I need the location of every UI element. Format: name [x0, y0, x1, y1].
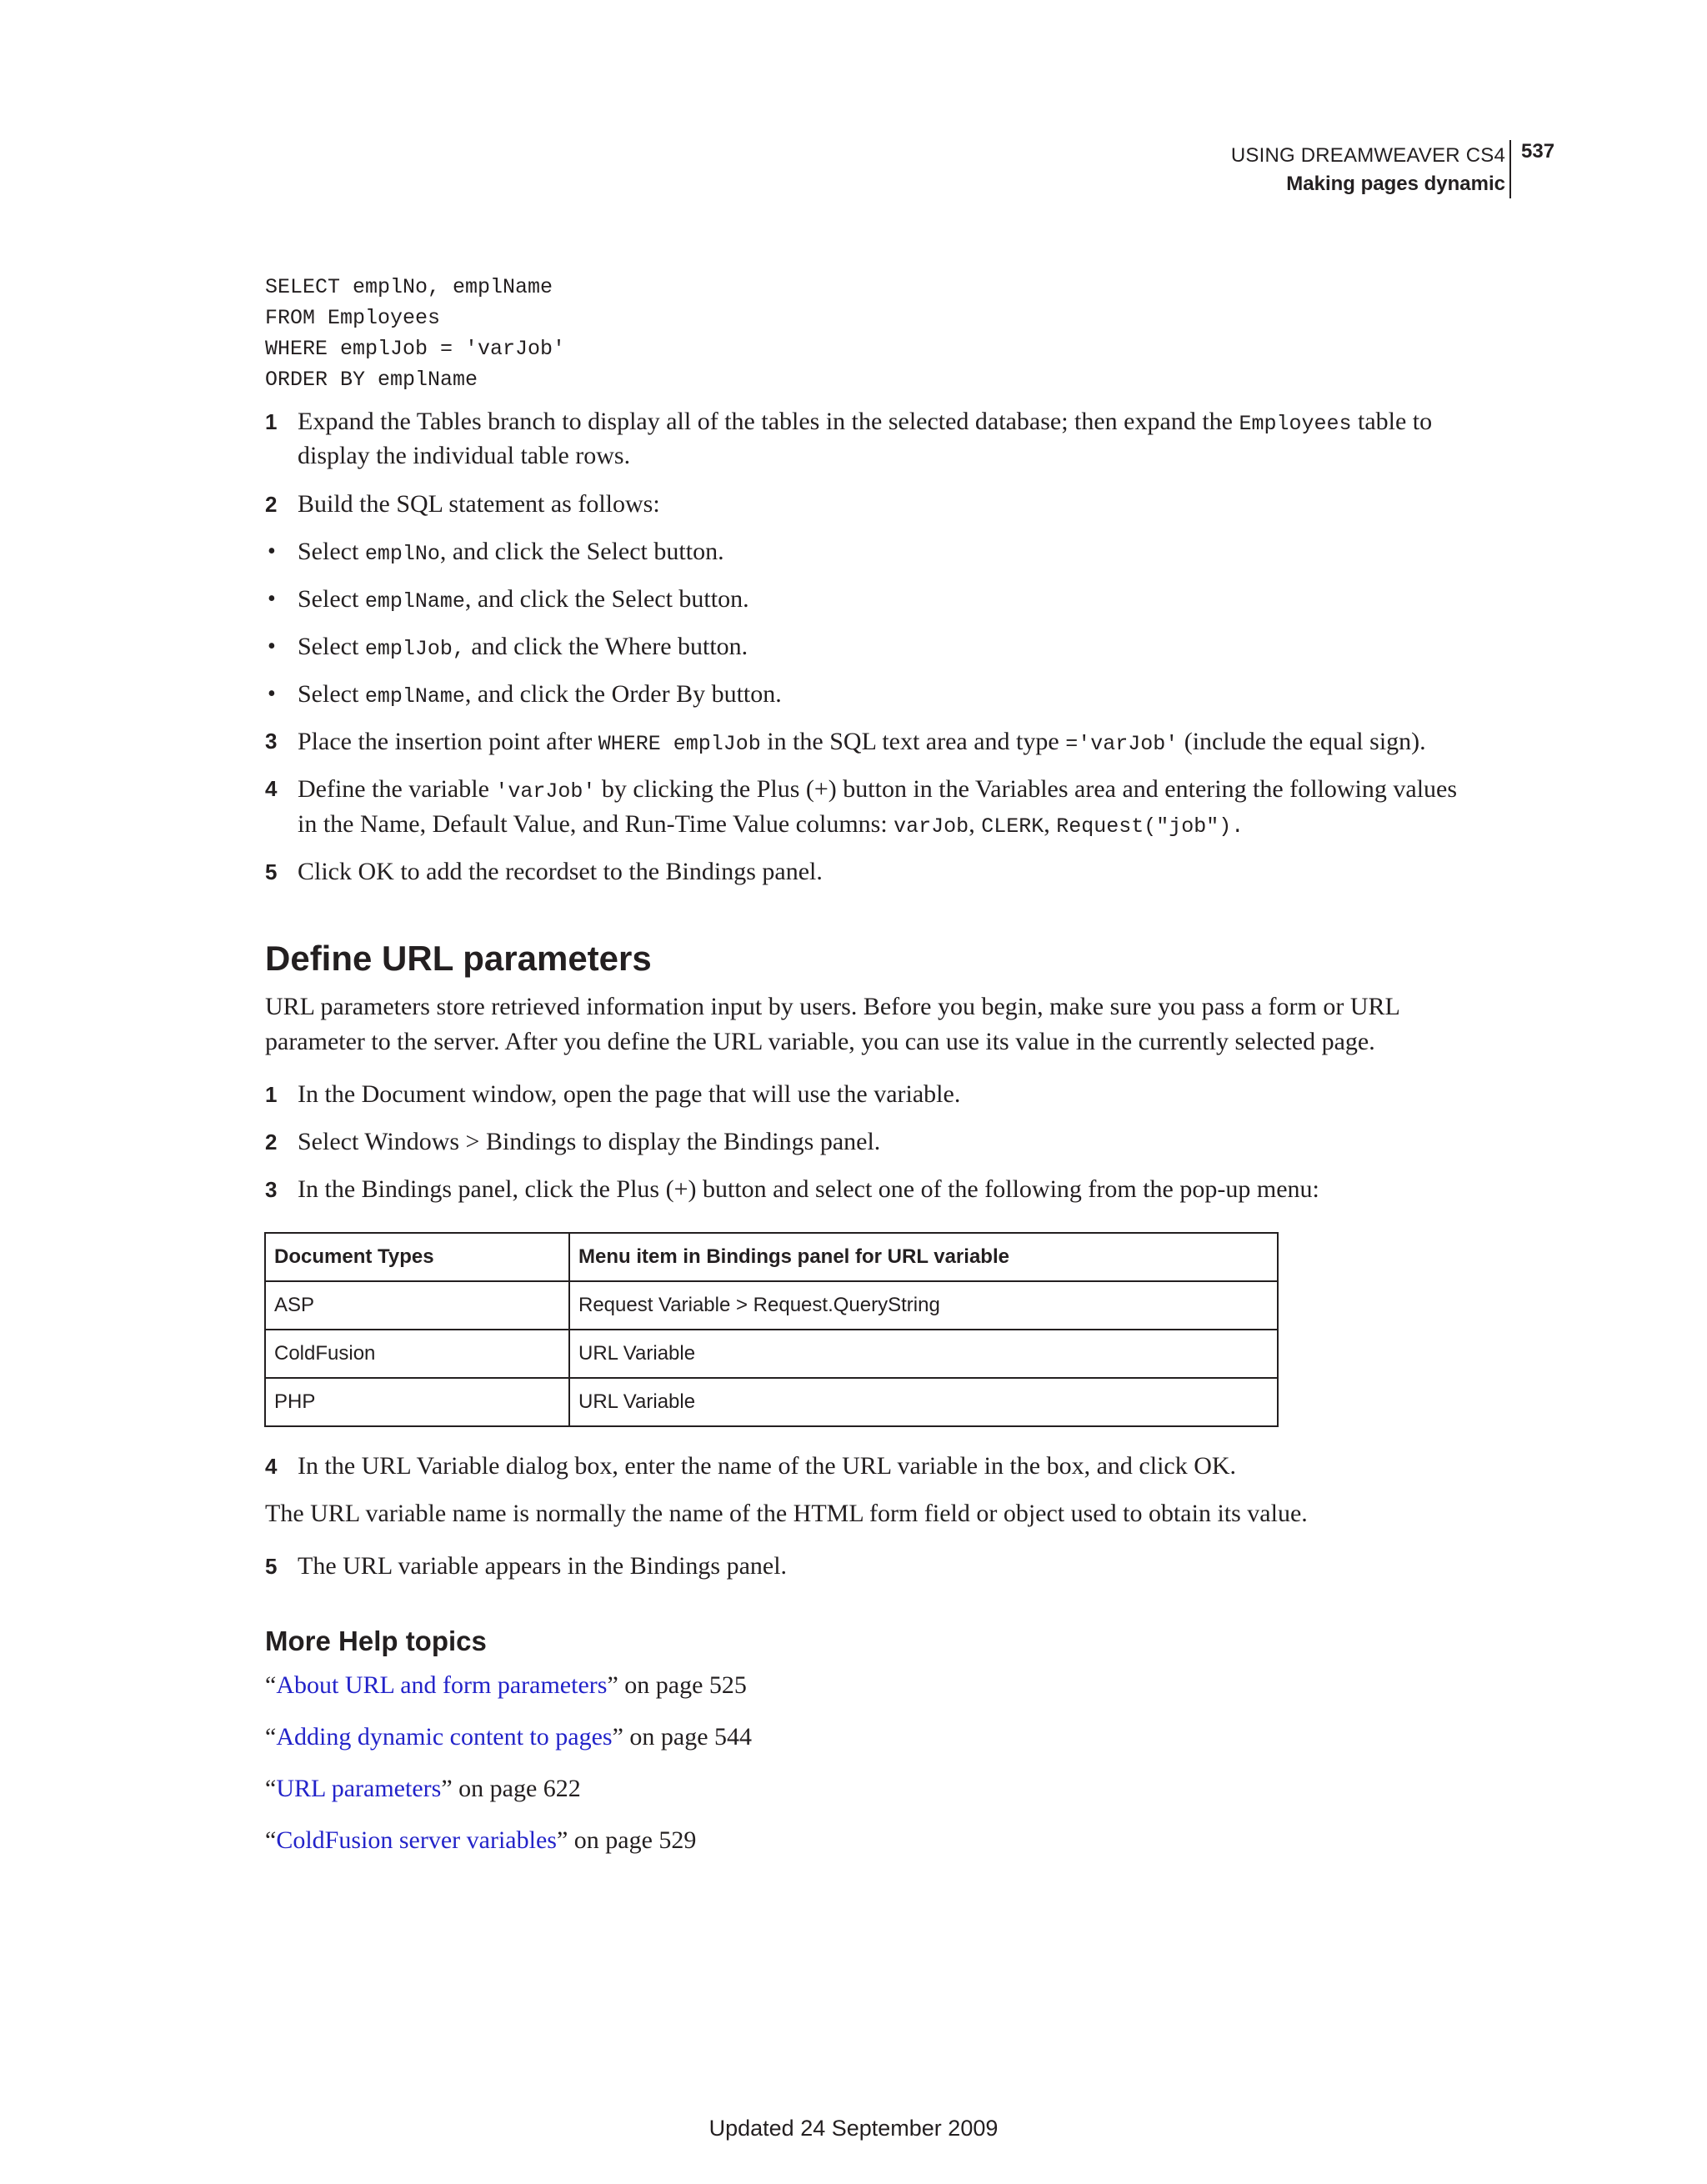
step-2-text: Build the SQL statement as follows: [298, 490, 660, 518]
table-cell: Request Variable > Request.QueryString [569, 1281, 1278, 1330]
page-ref: ” on page 544 [612, 1723, 753, 1751]
table-cell: URL Variable [569, 1330, 1278, 1378]
table-header: Document Types [265, 1233, 569, 1281]
bullet-text: and click the Where button. [464, 633, 748, 660]
page-number: 537 [1521, 140, 1555, 163]
inline-code: ='varJob' [1065, 732, 1179, 756]
table-row [265, 1378, 1278, 1426]
inline-code: Employees [1239, 412, 1352, 436]
page-ref: ” on page 529 [556, 1826, 697, 1854]
bullet-marker: • [268, 634, 276, 659]
step-number: 2 [265, 492, 278, 517]
header-divider [1509, 140, 1511, 198]
step-number: 4 [265, 1454, 278, 1479]
bullet-item [298, 585, 749, 614]
url-step-3-text: In the Bindings panel, click the Plus (+) button and select one of the following from the pop-up menu: [298, 1175, 1319, 1203]
help-link-item [265, 1671, 747, 1700]
step-number: 3 [265, 1177, 278, 1202]
chapter-title: Making pages dynamic [1286, 173, 1505, 195]
section-intro: URL parameters store retrieved information input by users. Before you begin, make sure you pass a form or URL [265, 993, 1400, 1020]
step-number: 5 [265, 859, 278, 884]
bullet-item [298, 538, 724, 566]
help-link-item [265, 1723, 752, 1751]
inline-code: Request("job"). [1056, 814, 1244, 839]
table-cell: ASP [265, 1281, 569, 1330]
step-text: by clicking the Plus (+) button in the Variables area and entering the following values [595, 775, 1458, 803]
more-help-heading: More Help topics [265, 1625, 487, 1656]
quote-open: “ [265, 1671, 277, 1699]
table-cell: PHP [265, 1378, 569, 1426]
help-link[interactable]: About URL and form parameters [276, 1671, 608, 1699]
step-text: (include the equal sign). [1178, 728, 1426, 755]
step-number: 5 [265, 1554, 278, 1579]
step-number: 1 [265, 409, 278, 434]
table-row [265, 1330, 1278, 1378]
bullet-marker: • [268, 586, 276, 612]
inline-code: emplNo [364, 542, 440, 566]
step-4-text [298, 775, 1457, 804]
step-5-text: Click OK to add the recordset to the Bindings panel. [298, 858, 823, 885]
step-1-text-continued: display the individual table rows. [298, 442, 631, 469]
table-header: Menu item in Bindings panel for URL variable [569, 1233, 1278, 1281]
inline-code: emplName [364, 684, 465, 709]
page-ref: ” on page 525 [607, 1671, 747, 1699]
bullet-text: , and click the Select button. [439, 538, 724, 565]
inline-code: 'varJob' [495, 779, 596, 804]
sql-code-block: SELECT emplNo, emplName FROM Employees WHERE emplJob = 'varJob' ORDER BY emplName [265, 275, 566, 392]
doc-title: USING DREAMWEAVER CS4 [1230, 144, 1505, 167]
step-number: 1 [265, 1082, 278, 1107]
inline-code: CLERK [981, 814, 1044, 839]
inline-code: emplName [364, 589, 465, 614]
bullet-item [298, 633, 748, 661]
step-text: Expand the Tables branch to display all of the tables in the selected database; then expand the [298, 408, 1239, 435]
step-number: 4 [265, 776, 278, 801]
url-step-1-text: In the Document window, open the page that will use the variable. [298, 1080, 961, 1108]
bullet-text: Select [298, 680, 365, 708]
quote-open: “ [265, 1826, 277, 1854]
bullet-marker: • [268, 538, 276, 564]
step-text: Define the variable [298, 775, 496, 803]
table-cell: URL Variable [569, 1378, 1278, 1426]
step-3-text [298, 728, 1426, 756]
inline-code: varJob [894, 814, 969, 839]
step-1-text [298, 408, 1432, 436]
bullet-text: Select [298, 633, 365, 660]
bullet-item [298, 680, 782, 709]
step-text: in the SQL text area and type [760, 728, 1066, 755]
inline-code: emplJob, [364, 637, 465, 661]
table-cell: ColdFusion [265, 1330, 569, 1378]
document-types-table [264, 1232, 1279, 1427]
url-step-4-text: In the URL Variable dialog box, enter the name of the URL variable in the box, and click OK. [298, 1452, 1237, 1480]
page-footer: Updated 24 September 2009 [708, 2116, 999, 2141]
step-number: 3 [265, 729, 278, 754]
bullet-text: , and click the Select button. [464, 585, 749, 613]
help-link[interactable]: ColdFusion server variables [276, 1826, 557, 1854]
step-text: in the Name, Default Value, and Run-Time Value columns: [298, 810, 894, 838]
help-link[interactable]: URL parameters [276, 1775, 442, 1802]
page-ref: ” on page 622 [441, 1775, 581, 1802]
separator: , [969, 810, 982, 838]
step-number: 2 [265, 1130, 278, 1155]
bullet-text: Select [298, 585, 365, 613]
step-text: Place the insertion point after [298, 728, 598, 755]
running-header [1231, 142, 1505, 198]
table-header-row [265, 1233, 1278, 1281]
help-link-item [265, 1775, 581, 1803]
help-link-item [265, 1826, 696, 1855]
section-heading: Define URL parameters [265, 939, 652, 978]
url-step-5-text: The URL variable appears in the Bindings panel. [298, 1552, 788, 1580]
help-link[interactable]: Adding dynamic content to pages [276, 1723, 613, 1751]
step-text: table to [1351, 408, 1433, 435]
inline-code: WHERE emplJob [598, 732, 761, 756]
quote-open: “ [265, 1775, 277, 1802]
quote-open: “ [265, 1723, 277, 1751]
separator: , [1044, 810, 1057, 838]
step-4-text-continued [298, 810, 1244, 839]
section-intro-continued: parameter to the server. After you define the URL variable, you can use its value in the currently selected page. [265, 1028, 1375, 1055]
url-variable-note: The URL variable name is normally the name of the HTML form field or object used to obtain its value. [265, 1500, 1308, 1527]
bullet-marker: • [268, 681, 276, 707]
url-step-2-text: Select Windows > Bindings to display the Bindings panel. [298, 1128, 881, 1155]
table-row [265, 1281, 1278, 1330]
bullet-text: , and click the Order By button. [464, 680, 782, 708]
bullet-text: Select [298, 538, 365, 565]
